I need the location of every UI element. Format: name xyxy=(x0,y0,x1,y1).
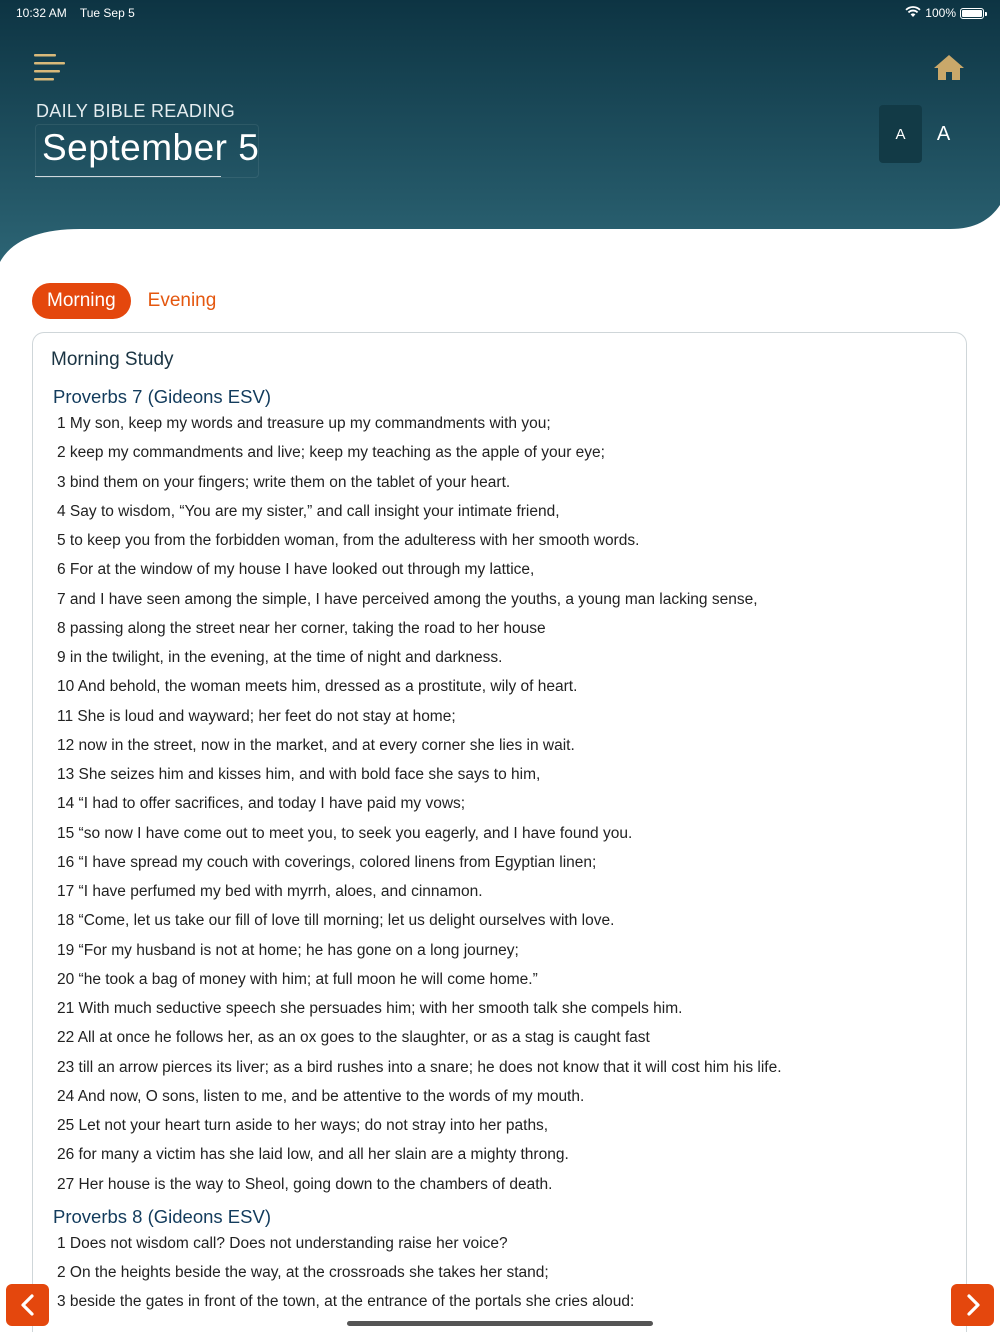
reading-content[interactable] xyxy=(53,384,953,1311)
verse: 14 “I had to offer sacrifices, and today I have paid my vows; xyxy=(57,795,466,813)
tab-evening[interactable]: Evening xyxy=(147,290,217,311)
verse: 13 She seizes him and kisses him, and with bold face she says to him, xyxy=(57,766,541,783)
verse: 16 “I have spread my couch with coverings, colored linens from Egyptian linen; xyxy=(57,853,597,871)
verse: 7 and I have seen among the simple, I have perceived among the youths, a young man lacking sense, xyxy=(57,590,758,608)
passage-title: Proverbs 8 (Gideons ESV) xyxy=(53,1205,271,1227)
verse: 3 bind them on your fingers; write them on the tablet of your heart. xyxy=(57,473,511,491)
font-size-increase-button[interactable]: A xyxy=(936,122,951,145)
verse: 1 My son, keep my words and treasure up my commandments with you; xyxy=(57,415,551,432)
verse: 20 “he took a bag of money with him; at full moon he will come home.” xyxy=(57,970,538,988)
verse: 27 Her house is the way to Sheol, going down to the chambers of death. xyxy=(57,1175,553,1193)
tab-morning[interactable]: Morning xyxy=(32,283,131,319)
verse: 18 “Come, let us take our fill of love till morning; let us delight ourselves with love. xyxy=(57,912,615,930)
status-bar xyxy=(16,4,984,22)
verse: 9 in the twilight, in the evening, at the time of night and darkness. xyxy=(57,649,503,666)
verse: 19 “For my husband is not at home; he has gone on a long journey; xyxy=(57,941,519,959)
status-time: 10:32 AM xyxy=(16,6,67,20)
page-subtitle: DAILY BIBLE READING xyxy=(36,101,236,121)
verse: 2 keep my commandments and live; keep my teaching as the apple of your eye; xyxy=(57,444,605,462)
passage-title: Proverbs 7 (Gideons ESV) xyxy=(53,386,271,407)
verse: 15 “so now I have come out to meet you, to seek you eagerly, and I have found you. xyxy=(57,824,633,842)
verse: 17 “I have perfumed my bed with myrrh, aloes, and cinnamon. xyxy=(57,883,483,900)
verse: 26 for many a victim has she laid low, and all her slain are a mighty throng. xyxy=(57,1146,569,1164)
home-button[interactable] xyxy=(933,52,965,82)
verse: 3 beside the gates in front of the town, at the entrance of the portals she cries aloud: xyxy=(57,1293,635,1311)
menu-button[interactable] xyxy=(34,52,66,82)
verse: 12 now in the street, now in the market, and at every corner she lies in wait. xyxy=(57,736,575,754)
page-title: September 5 xyxy=(42,127,260,168)
battery-icon xyxy=(960,8,984,19)
home-indicator[interactable] xyxy=(347,1321,653,1326)
verse: 24 And now, O sons, listen to me, and be attentive to the words of my mouth. xyxy=(57,1087,585,1105)
reading-card xyxy=(32,332,967,1332)
previous-day-button[interactable] xyxy=(6,1284,49,1326)
verse: 21 With much seductive speech she persuades him; with her smooth talk she compels him. xyxy=(57,1000,683,1017)
font-size-decrease-button[interactable]: A xyxy=(879,105,922,163)
next-day-button[interactable] xyxy=(951,1284,994,1326)
verse: 4 Say to wisdom, “You are my sister,” and call insight your intimate friend, xyxy=(57,502,560,520)
verse: 1 Does not wisdom call? Does not understanding raise her voice? xyxy=(57,1234,508,1252)
verse: 8 passing along the street near her corner, taking the road to her house xyxy=(57,619,546,637)
date-underline xyxy=(35,176,221,177)
verse: 10 And behold, the woman meets him, dressed as a prostitute, wily of heart. xyxy=(57,678,578,696)
header xyxy=(0,0,1000,270)
verse: 23 till an arrow pierces its liver; as a bird rushes into a snare; he does not know that it will cost him his life. xyxy=(57,1058,782,1076)
session-tabs xyxy=(32,283,231,319)
study-title: Morning Study xyxy=(51,349,174,370)
verse: 2 On the heights beside the way, at the crossroads she takes her stand; xyxy=(57,1264,549,1281)
passage xyxy=(53,384,953,1199)
home-icon xyxy=(933,52,965,82)
chevron-right-icon xyxy=(963,1293,983,1317)
verse: 22 All at once he follows her, as an ox goes to the slaughter, or as a stag is caught fast xyxy=(57,1029,650,1047)
passage xyxy=(53,1204,953,1317)
verse: 25 Let not your heart turn aside to her ways; do not stray into her paths, xyxy=(57,1117,549,1134)
verse: 11 She is loud and wayward; her feet do not stay at home; xyxy=(57,707,456,725)
chevron-left-icon xyxy=(18,1293,38,1317)
menu-icon xyxy=(34,52,66,82)
verse: 6 For at the window of my house I have looked out through my lattice, xyxy=(57,561,535,579)
battery-percent: 100% xyxy=(925,6,956,20)
wifi-icon xyxy=(905,6,921,21)
status-date: Tue Sep 5 xyxy=(79,6,135,20)
verse: 5 to keep you from the forbidden woman, from the adulteress with her smooth words. xyxy=(57,532,640,549)
